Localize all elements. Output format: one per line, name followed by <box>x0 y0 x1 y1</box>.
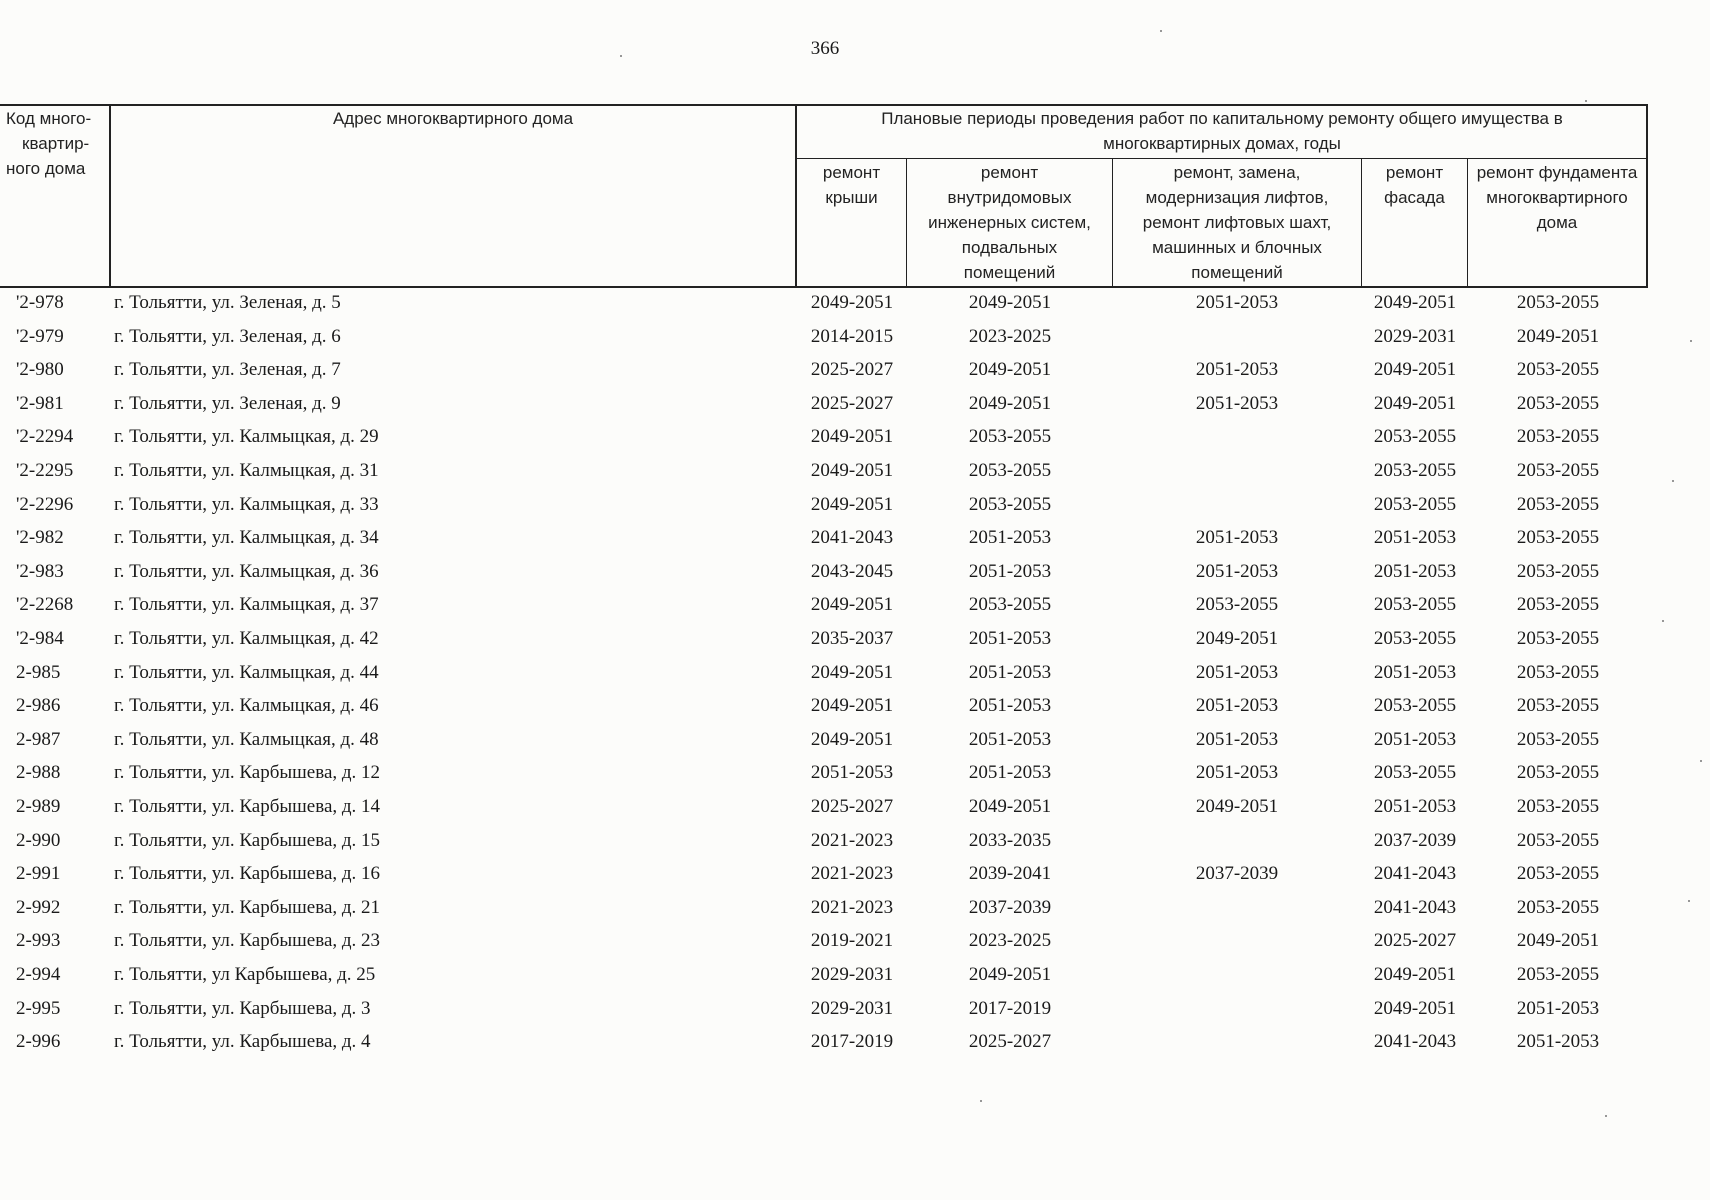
header-period-divider <box>796 158 1648 159</box>
row-facade-period: 2049-2051 <box>1373 964 1457 985</box>
row-foundation-period: 2049-2051 <box>1516 930 1600 952</box>
row-lift-period: 2051-2053 <box>1195 392 1279 414</box>
header-engineering-line: помещений <box>963 263 1056 282</box>
row-facade-period: 2051-2053 <box>1373 728 1457 750</box>
row-foundation-period: 2053-2055 <box>1516 426 1600 448</box>
row-facade-period: 2051-2053 <box>1373 560 1457 582</box>
row-engineering-period: 2051-2053 <box>968 762 1052 784</box>
row-foundation-period: 2053-2055 <box>1516 460 1600 481</box>
header-code-line: квартир- <box>22 134 90 153</box>
page-number: 366 <box>810 38 840 59</box>
row-code: '2-2268 <box>16 594 74 616</box>
scan-speck <box>1585 100 1587 102</box>
row-address: г. Тольятти, ул. Калмыцкая, д. 31 <box>114 460 379 481</box>
row-code: '2-2295 <box>16 460 74 481</box>
row-engineering-period: 2017-2019 <box>968 997 1052 1019</box>
table-row <box>0 660 1648 694</box>
row-roof-period: 2051-2053 <box>810 762 894 784</box>
row-engineering-period: 2039-2041 <box>968 863 1052 885</box>
table-row <box>0 290 1648 324</box>
row-foundation-period: 2053-2055 <box>1516 762 1600 784</box>
row-foundation-period: 2051-2053 <box>1516 1031 1600 1053</box>
table-row <box>0 962 1648 996</box>
row-foundation-period: 2053-2055 <box>1516 359 1600 381</box>
row-roof-period: 2025-2027 <box>810 796 894 817</box>
row-lift-period: 2051-2053 <box>1195 695 1279 717</box>
row-address: г. Тольятти, ул. Калмыцкая, д. 42 <box>114 628 379 649</box>
row-address: г. Тольятти, ул. Калмыцкая, д. 29 <box>114 426 379 448</box>
header-engineering <box>907 160 1112 285</box>
row-foundation-period: 2053-2055 <box>1516 594 1600 616</box>
row-code: 2-985 <box>16 661 61 683</box>
row-lift-period: 2051-2053 <box>1195 661 1279 683</box>
header-periods <box>798 106 1646 156</box>
row-foundation-period: 2053-2055 <box>1516 560 1600 582</box>
row-address: г. Тольятти, ул Карбышева, д. 25 <box>114 964 376 985</box>
scan-speck <box>1700 760 1702 762</box>
row-roof-period: 2049-2051 <box>810 661 894 683</box>
row-engineering-period: 2025-2027 <box>968 1031 1052 1053</box>
row-engineering-period: 2051-2053 <box>968 661 1052 683</box>
scan-speck <box>1672 480 1674 482</box>
header-roof-line: ремонт <box>822 163 881 182</box>
table-row <box>0 592 1648 626</box>
row-engineering-period: 2051-2053 <box>968 628 1052 649</box>
row-foundation-period: 2053-2055 <box>1516 527 1600 549</box>
row-lift-period: 2051-2053 <box>1195 728 1279 750</box>
row-roof-period: 2025-2027 <box>810 392 894 414</box>
row-facade-period: 2049-2051 <box>1373 359 1457 381</box>
row-engineering-period: 2053-2055 <box>968 594 1052 616</box>
row-engineering-period: 2023-2025 <box>968 930 1052 952</box>
row-code: 2-996 <box>16 1031 61 1053</box>
scan-speck <box>980 1100 982 1102</box>
row-facade-period: 2041-2043 <box>1373 1031 1457 1053</box>
header-facade-line: фасада <box>1384 188 1445 207</box>
row-engineering-period: 2049-2051 <box>968 964 1052 985</box>
header-lift-line: ремонт, замена, <box>1173 163 1301 182</box>
row-foundation-period: 2053-2055 <box>1516 829 1600 851</box>
header-periods-line: многоквартирных домах, годы <box>1103 134 1341 153</box>
row-code: '2-2296 <box>16 493 74 515</box>
row-code: 2-991 <box>16 863 61 885</box>
table-row <box>0 424 1648 458</box>
table-header <box>0 104 1648 288</box>
header-lift <box>1113 160 1361 285</box>
row-foundation-period: 2053-2055 <box>1516 493 1600 515</box>
row-facade-period: 2049-2051 <box>1373 292 1457 313</box>
row-code: '2-982 <box>16 527 64 549</box>
row-foundation-period: 2053-2055 <box>1516 796 1600 817</box>
row-address: г. Тольятти, ул. Карбышева, д. 12 <box>114 762 381 784</box>
row-foundation-period: 2053-2055 <box>1516 392 1600 414</box>
row-engineering-period: 2051-2053 <box>968 728 1052 750</box>
row-code: '2-980 <box>16 359 64 381</box>
header-address-label: Адрес многоквартирного дома <box>332 109 574 128</box>
row-address: г. Тольятти, ул. Калмыцкая, д. 46 <box>114 695 379 717</box>
table-row <box>0 996 1648 1030</box>
header-periods-line: Плановые периоды проведения работ по капитальному ремонту общего имущества в <box>881 109 1563 128</box>
row-code: 2-992 <box>16 896 61 918</box>
table-row <box>0 928 1648 962</box>
row-facade-period: 2041-2043 <box>1373 863 1457 885</box>
header-foundation-line: ремонт фундамента <box>1476 163 1638 182</box>
row-lift-period: 2049-2051 <box>1195 796 1279 817</box>
header-foundation <box>1468 160 1646 235</box>
row-roof-period: 2021-2023 <box>810 896 894 918</box>
row-engineering-period: 2053-2055 <box>968 460 1052 481</box>
row-code: 2-995 <box>16 997 61 1019</box>
header-code <box>6 106 106 181</box>
row-foundation-period: 2053-2055 <box>1516 628 1600 649</box>
row-address: г. Тольятти, ул. Калмыцкая, д. 37 <box>114 594 379 616</box>
table-row <box>0 828 1648 862</box>
row-code: 2-993 <box>16 930 61 952</box>
row-address: г. Тольятти, ул. Карбышева, д. 4 <box>114 1031 371 1053</box>
row-engineering-period: 2049-2051 <box>968 796 1052 817</box>
row-roof-period: 2029-2031 <box>810 964 894 985</box>
row-engineering-period: 2049-2051 <box>968 359 1052 381</box>
table-row <box>0 861 1648 895</box>
header-engineering-line: внутридомовых <box>947 188 1072 207</box>
row-address: г. Тольятти, ул. Карбышева, д. 15 <box>114 829 381 851</box>
row-foundation-period: 2053-2055 <box>1516 292 1600 313</box>
row-engineering-period: 2049-2051 <box>968 392 1052 414</box>
row-address: г. Тольятти, ул. Калмыцкая, д. 33 <box>114 493 379 515</box>
row-roof-period: 2025-2027 <box>810 359 894 381</box>
row-code: 2-988 <box>16 762 61 784</box>
header-lift-line: ремонт лифтовых шахт, <box>1142 213 1332 232</box>
table-row <box>0 559 1648 593</box>
row-address: г. Тольятти, ул. Калмыцкая, д. 44 <box>114 661 379 683</box>
row-roof-period: 2049-2051 <box>810 728 894 750</box>
scan-speck <box>1160 30 1162 32</box>
row-engineering-period: 2053-2055 <box>968 493 1052 515</box>
row-roof-period: 2019-2021 <box>810 930 894 952</box>
header-foundation-line: многоквартирного <box>1486 188 1628 207</box>
header-code-line: Код много- <box>6 109 92 128</box>
row-foundation-period: 2053-2055 <box>1516 896 1600 918</box>
row-address: г. Тольятти, ул. Калмыцкая, д. 36 <box>114 560 379 582</box>
row-facade-period: 2053-2055 <box>1373 695 1457 717</box>
row-facade-period: 2053-2055 <box>1373 493 1457 515</box>
row-lift-period: 2037-2039 <box>1195 863 1279 885</box>
row-engineering-period: 2051-2053 <box>968 560 1052 582</box>
row-engineering-period: 2049-2051 <box>968 292 1052 313</box>
scan-speck <box>1688 900 1690 902</box>
row-code: '2-978 <box>16 292 64 313</box>
row-address: г. Тольятти, ул. Калмыцкая, д. 48 <box>114 728 379 750</box>
row-code: 2-994 <box>16 964 61 985</box>
row-address: г. Тольятти, ул. Карбышева, д. 14 <box>114 796 381 817</box>
row-address: г. Тольятти, ул. Карбышева, д. 21 <box>114 896 381 918</box>
row-engineering-period: 2037-2039 <box>968 896 1052 918</box>
row-lift-period: 2049-2051 <box>1195 628 1279 649</box>
row-facade-period: 2051-2053 <box>1373 796 1457 817</box>
row-facade-period: 2051-2053 <box>1373 661 1457 683</box>
row-code: '2-981 <box>16 392 64 414</box>
row-code: 2-987 <box>16 728 61 750</box>
row-code: '2-979 <box>16 325 64 347</box>
row-facade-period: 2037-2039 <box>1373 829 1457 851</box>
row-facade-period: 2049-2051 <box>1373 392 1457 414</box>
row-code: 2-990 <box>16 829 61 851</box>
table-row <box>0 492 1648 526</box>
row-address: г. Тольятти, ул. Карбышева, д. 16 <box>114 863 381 885</box>
row-facade-period: 2041-2043 <box>1373 896 1457 918</box>
scan-speck <box>1605 1115 1607 1117</box>
row-facade-period: 2053-2055 <box>1373 426 1457 448</box>
row-address: г. Тольятти, ул. Зеленая, д. 6 <box>114 325 341 347</box>
header-roof-line: крыши <box>825 188 878 207</box>
row-code: 2-986 <box>16 695 61 717</box>
row-roof-period: 2049-2051 <box>810 292 894 313</box>
row-facade-period: 2029-2031 <box>1373 325 1457 347</box>
row-lift-period: 2051-2053 <box>1195 359 1279 381</box>
row-roof-period: 2049-2051 <box>810 493 894 515</box>
table-row <box>0 693 1648 727</box>
row-foundation-period: 2053-2055 <box>1516 661 1600 683</box>
row-roof-period: 2043-2045 <box>810 560 894 582</box>
scan-speck <box>1662 620 1664 622</box>
row-address: г. Тольятти, ул. Карбышева, д. 23 <box>114 930 381 952</box>
row-lift-period: 2053-2055 <box>1195 594 1279 616</box>
row-facade-period: 2049-2051 <box>1373 997 1457 1019</box>
row-roof-period: 2041-2043 <box>810 527 894 549</box>
header-facade-line: ремонт <box>1385 163 1444 182</box>
row-lift-period: 2051-2053 <box>1195 762 1279 784</box>
header-roof <box>797 160 906 210</box>
header-bottom-border <box>0 286 1648 288</box>
scan-speck <box>1690 340 1692 342</box>
row-foundation-period: 2053-2055 <box>1516 863 1600 885</box>
row-roof-period: 2029-2031 <box>810 997 894 1019</box>
row-engineering-period: 2033-2035 <box>968 829 1052 851</box>
table-row <box>0 1029 1648 1063</box>
table-row <box>0 895 1648 929</box>
row-facade-period: 2051-2053 <box>1373 527 1457 549</box>
row-facade-period: 2053-2055 <box>1373 460 1457 481</box>
table-row <box>0 357 1648 391</box>
table-row <box>0 324 1648 358</box>
table-row <box>0 760 1648 794</box>
row-foundation-period: 2053-2055 <box>1516 695 1600 717</box>
row-code: 2-989 <box>16 796 61 817</box>
table-row <box>0 458 1648 492</box>
header-engineering-line: инженерных систем, <box>928 213 1091 232</box>
row-roof-period: 2021-2023 <box>810 863 894 885</box>
row-engineering-period: 2051-2053 <box>968 527 1052 549</box>
row-address: г. Тольятти, ул. Калмыцкая, д. 34 <box>114 527 379 549</box>
row-facade-period: 2053-2055 <box>1373 762 1457 784</box>
header-lift-line: модернизация лифтов, <box>1145 188 1329 207</box>
column-divider-code <box>109 104 111 288</box>
row-lift-period: 2051-2053 <box>1195 527 1279 549</box>
row-address: г. Тольятти, ул. Зеленая, д. 5 <box>114 292 341 313</box>
row-lift-period: 2051-2053 <box>1195 292 1279 313</box>
header-engineering-line: подвальных <box>961 238 1058 257</box>
row-roof-period: 2049-2051 <box>810 695 894 717</box>
row-engineering-period: 2023-2025 <box>968 325 1052 347</box>
row-code: '2-2294 <box>16 426 74 448</box>
row-engineering-period: 2051-2053 <box>968 695 1052 717</box>
header-foundation-line: дома <box>1536 213 1578 232</box>
header-engineering-line: ремонт <box>980 163 1039 182</box>
row-facade-period: 2025-2027 <box>1373 930 1457 952</box>
row-code: '2-984 <box>16 628 64 649</box>
row-roof-period: 2014-2015 <box>810 325 894 347</box>
table-row <box>0 727 1648 761</box>
row-roof-period: 2035-2037 <box>810 628 894 649</box>
header-lift-line: помещений <box>1191 263 1283 282</box>
row-address: г. Тольятти, ул. Зеленая, д. 7 <box>114 359 341 381</box>
table-row <box>0 525 1648 559</box>
row-address: г. Тольятти, ул. Карбышева, д. 3 <box>114 997 371 1019</box>
row-engineering-period: 2053-2055 <box>968 426 1052 448</box>
header-lift-line: машинных и блочных <box>1152 238 1322 257</box>
table-right-border <box>1646 104 1648 288</box>
row-foundation-period: 2051-2053 <box>1516 997 1600 1019</box>
row-address: г. Тольятти, ул. Зеленая, д. 9 <box>114 392 341 414</box>
row-foundation-period: 2049-2051 <box>1516 325 1600 347</box>
table-row <box>0 794 1648 828</box>
header-facade <box>1362 160 1467 210</box>
row-code: '2-983 <box>16 560 64 582</box>
row-foundation-period: 2053-2055 <box>1516 728 1600 750</box>
row-facade-period: 2053-2055 <box>1373 594 1457 616</box>
header-code-line: ного дома <box>6 159 86 178</box>
row-roof-period: 2021-2023 <box>810 829 894 851</box>
scan-speck <box>620 55 622 57</box>
row-foundation-period: 2053-2055 <box>1516 964 1600 985</box>
row-roof-period: 2049-2051 <box>810 426 894 448</box>
row-roof-period: 2049-2051 <box>810 594 894 616</box>
table-row <box>0 391 1648 425</box>
row-facade-period: 2053-2055 <box>1373 628 1457 649</box>
row-roof-period: 2049-2051 <box>810 460 894 481</box>
row-lift-period: 2051-2053 <box>1195 560 1279 582</box>
table-row <box>0 626 1648 660</box>
header-address <box>112 106 794 131</box>
row-roof-period: 2017-2019 <box>810 1031 894 1053</box>
